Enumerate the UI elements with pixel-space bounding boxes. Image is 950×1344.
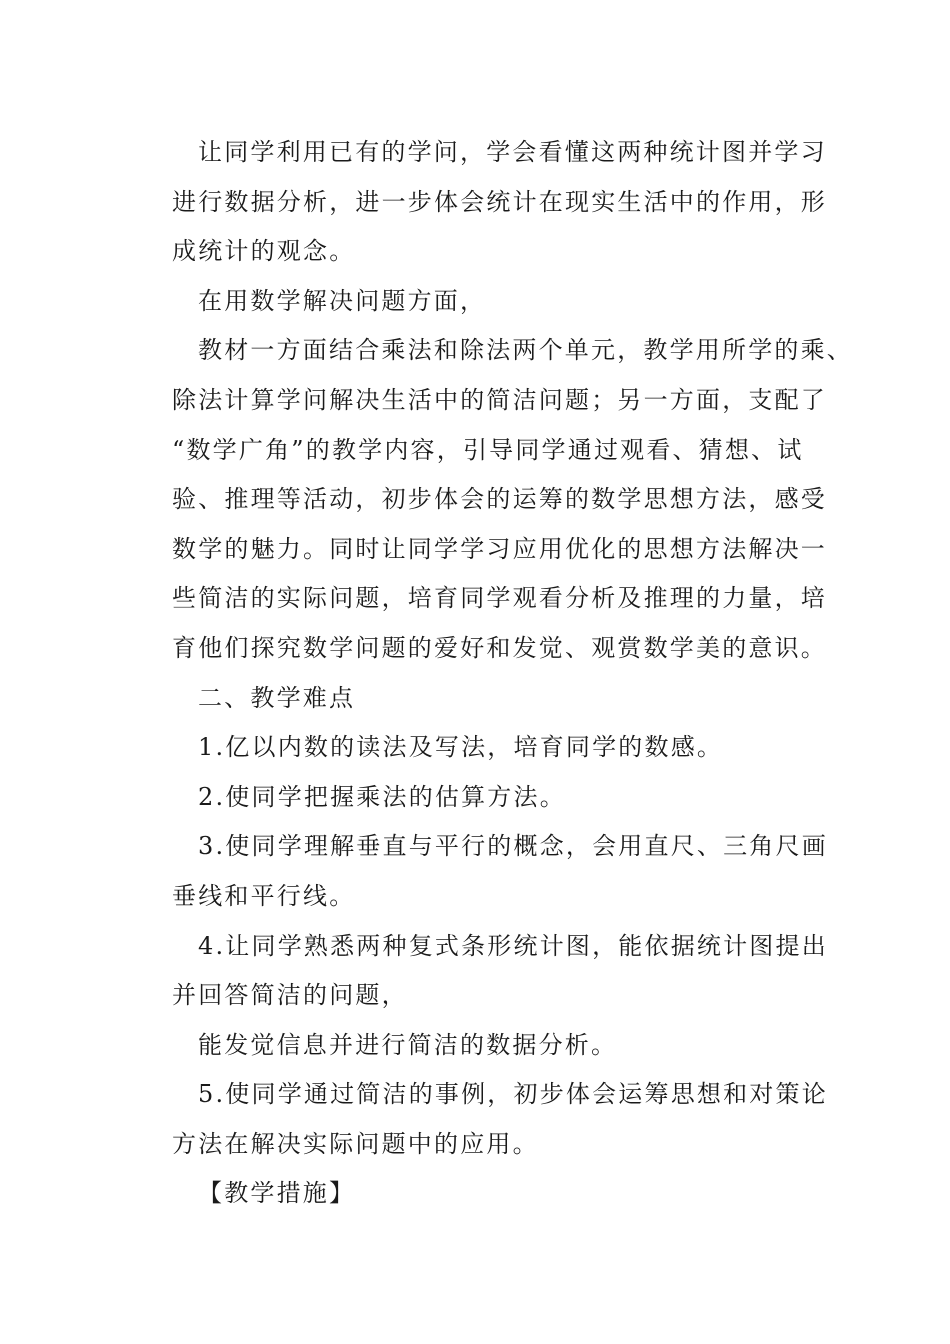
- text-line: 些简洁的实际问题，培育同学观看分析及推理的力量，培: [172, 584, 827, 613]
- text-line: 垂线和平行线。: [172, 881, 356, 910]
- text-line: 4.让同学熟悉两种复式条形统计图，能依据统计图提出: [198, 931, 828, 960]
- text-line: 1.亿以内数的读法及写法，培育同学的数感。: [198, 733, 724, 762]
- text-line: “数学广角”的教学内容，引导同学通过观看、猜想、试: [172, 435, 804, 464]
- text-line: 验、推理等活动，初步体会的运筹的数学思想方法，感受: [172, 485, 827, 514]
- document-body: [146, 128, 853, 1219]
- paragraph-problem-solving-heading: [146, 277, 826, 327]
- text-line: 二、教学难点: [198, 683, 356, 712]
- list-item-3: [146, 822, 826, 921]
- text-line: 在用数学解决问题方面，: [198, 286, 487, 315]
- text-line: 5.使同学通过简洁的事例，初步体会运筹思想和对策论: [198, 1080, 828, 1109]
- section-heading-difficulties: [146, 674, 826, 724]
- section-heading-measures: [146, 1169, 826, 1219]
- text-line: 3.使同学理解垂直与平行的概念，会用直尺、三角尺画: [198, 832, 828, 861]
- text-line: 除法计算学问解决生活中的简洁问题；另一方面，支配了: [172, 385, 827, 414]
- text-line: 教材一方面结合乘法和除法两个单元，教学用所学的乘、: [198, 336, 853, 365]
- list-item-4-continuation: [146, 1021, 826, 1071]
- text-line: 育他们探究数学问题的爱好和发觉、观赏数学美的意识。: [172, 633, 827, 662]
- list-item-2: [146, 773, 826, 823]
- list-item-5: [146, 1070, 826, 1169]
- paragraph-textbook-description: [146, 326, 853, 673]
- text-line: 成统计的观念。: [172, 237, 356, 266]
- list-item-4: [146, 922, 826, 1021]
- text-line: 并回答简洁的问题，: [172, 981, 408, 1010]
- text-line: 让同学利用已有的学问，学会看懂这两种统计图并学习: [198, 138, 827, 166]
- text-line: 进行数据分析，进一步体会统计在现实生活中的作用，形: [172, 187, 827, 216]
- paragraph-statistics-goal: [146, 128, 826, 277]
- text-line: 【教学措施】: [198, 1179, 356, 1208]
- text-line: 能发觉信息并进行简洁的数据分析。: [198, 1030, 618, 1059]
- text-line: 2.使同学把握乘法的估算方法。: [198, 782, 566, 811]
- list-item-1: [146, 723, 826, 773]
- text-line: 数学的魅力。同时让同学学习应用优化的思想方法解决一: [172, 534, 827, 563]
- text-line: 方法在解决实际问题中的应用。: [172, 1129, 539, 1158]
